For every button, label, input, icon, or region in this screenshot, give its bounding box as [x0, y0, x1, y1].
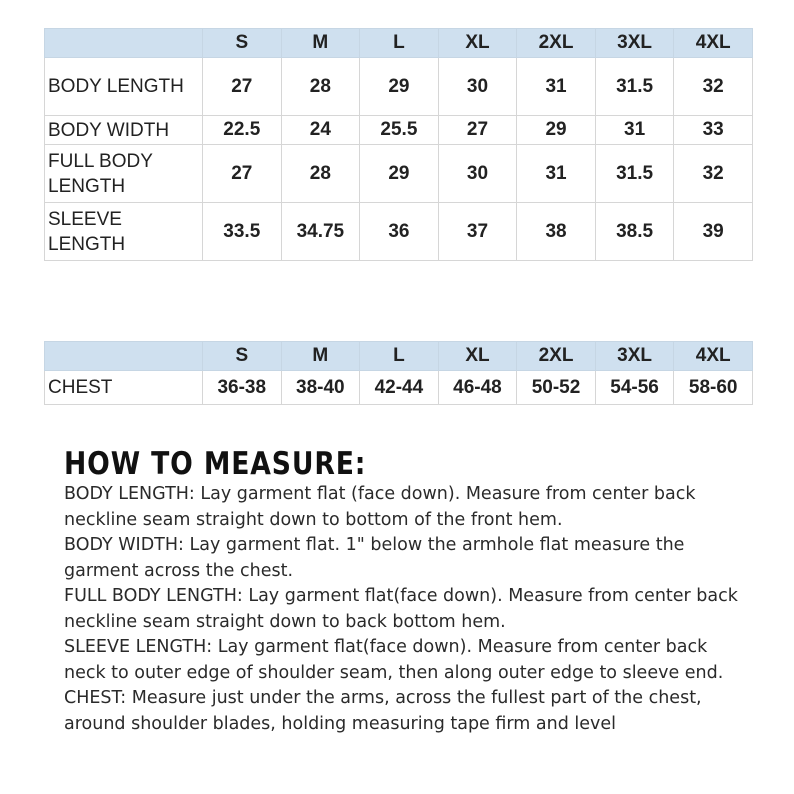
instruction-body-width: BODY WIDTH: Lay garment flat. 1" below the armhole flat measure the garment across the chest.	[64, 535, 685, 581]
size-header-3xl: 3XL	[595, 342, 674, 371]
size-header-2xl: 2XL	[517, 342, 596, 371]
value-cell: 36-38	[203, 371, 282, 405]
value-cell: 33.5	[203, 203, 282, 261]
value-cell: 38-40	[281, 371, 360, 405]
value-cell: 29	[517, 116, 596, 145]
size-header-3xl: 3XL	[595, 29, 674, 58]
table-row-full-body-length	[45, 145, 753, 203]
size-header-s: S	[203, 342, 282, 371]
size-header-l: L	[360, 342, 439, 371]
value-cell: 22.5	[203, 116, 282, 145]
value-cell: 27	[203, 58, 282, 116]
value-cell: 42-44	[360, 371, 439, 405]
value-cell: 31	[595, 116, 674, 145]
value-cell: 58-60	[674, 371, 753, 405]
value-cell: 31.5	[595, 58, 674, 116]
row-label: CHEST	[45, 371, 203, 405]
row-label: FULL BODY LENGTH	[45, 145, 203, 203]
table-row-sleeve-length	[45, 203, 753, 261]
measuring-instructions	[64, 482, 754, 737]
instruction-chest: CHEST: Measure just under the arms, across the fullest part of the chest, around shoulder blades, holding measuring tape firm and level	[64, 688, 702, 734]
size-header-s: S	[203, 29, 282, 58]
size-header-2xl: 2XL	[517, 29, 596, 58]
size-header-m: M	[281, 342, 360, 371]
value-cell: 46-48	[438, 371, 517, 405]
value-cell: 31	[517, 145, 596, 203]
size-header-m: M	[281, 29, 360, 58]
value-cell: 50-52	[517, 371, 596, 405]
size-header-xl: XL	[438, 29, 517, 58]
size-header-4xl: 4XL	[674, 29, 753, 58]
value-cell: 32	[674, 58, 753, 116]
value-cell: 30	[438, 145, 517, 203]
chest-table	[44, 341, 753, 405]
value-cell: 30	[438, 58, 517, 116]
value-cell: 38	[517, 203, 596, 261]
row-label: SLEEVE LENGTH	[45, 203, 203, 261]
how-to-measure-heading: HOW TO MEASURE:	[64, 446, 367, 482]
value-cell: 38.5	[595, 203, 674, 261]
value-cell: 32	[674, 145, 753, 203]
instruction-body-length: BODY LENGTH: Lay garment flat (face down). Measure from center back neckline seam straight down to bottom of the front hem.	[64, 484, 696, 530]
table-header-row	[45, 29, 753, 58]
value-cell: 31.5	[595, 145, 674, 203]
table-row-body-width	[45, 116, 753, 145]
instruction-sleeve-length: SLEEVE LENGTH: Lay garment flat(face down). Measure from center back neck to outer edge of shoulder seam, then along outer edge to sleeve end.	[64, 637, 724, 683]
value-cell: 36	[360, 203, 439, 261]
value-cell: 37	[438, 203, 517, 261]
value-cell: 28	[281, 145, 360, 203]
value-cell: 34.75	[281, 203, 360, 261]
value-cell: 27	[203, 145, 282, 203]
value-cell: 29	[360, 145, 439, 203]
value-cell: 27	[438, 116, 517, 145]
value-cell: 25.5	[360, 116, 439, 145]
header-corner-cell	[45, 342, 203, 371]
value-cell: 28	[281, 58, 360, 116]
table-header-row	[45, 342, 753, 371]
instruction-full-body-length: FULL BODY LENGTH: Lay garment flat(face down). Measure from center back neckline seam straight down to back bottom hem.	[64, 586, 738, 632]
measurements-table	[44, 28, 753, 261]
row-label: BODY WIDTH	[45, 116, 203, 145]
size-header-4xl: 4XL	[674, 342, 753, 371]
value-cell: 54-56	[595, 371, 674, 405]
value-cell: 24	[281, 116, 360, 145]
value-cell: 33	[674, 116, 753, 145]
header-corner-cell	[45, 29, 203, 58]
table-row-chest	[45, 371, 753, 405]
value-cell: 39	[674, 203, 753, 261]
size-header-l: L	[360, 29, 439, 58]
table-row-body-length	[45, 58, 753, 116]
size-header-xl: XL	[438, 342, 517, 371]
value-cell: 31	[517, 58, 596, 116]
row-label: BODY LENGTH	[45, 58, 203, 116]
value-cell: 29	[360, 58, 439, 116]
